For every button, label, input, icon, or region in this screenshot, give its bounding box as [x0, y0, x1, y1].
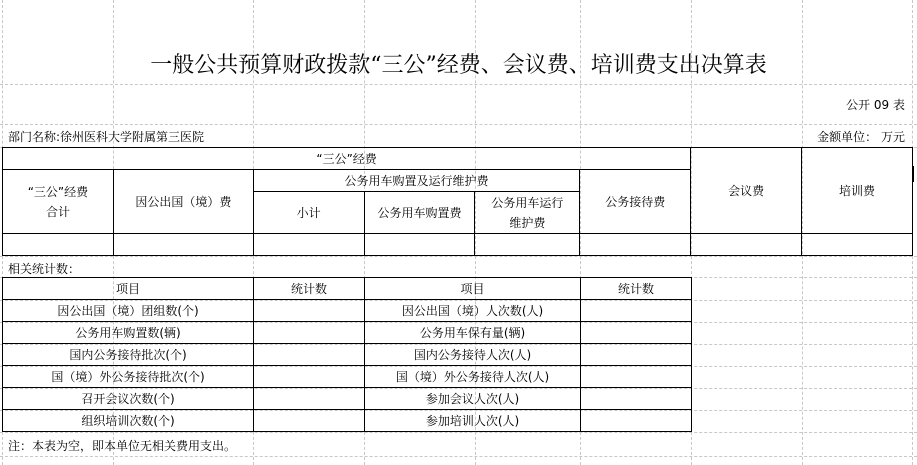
amount-unit: 金额单位： 万元	[817, 130, 905, 144]
stats-table	[2, 277, 692, 432]
stats-value[interactable]	[254, 322, 365, 344]
vehicle-group-header: 公务用车购置及运行维护费	[253, 170, 580, 192]
table-row	[3, 388, 692, 410]
data-cell[interactable]	[253, 234, 364, 256]
stats-value[interactable]	[254, 300, 365, 322]
data-cell[interactable]	[475, 234, 580, 256]
stats-value[interactable]	[254, 366, 365, 388]
table-row	[3, 410, 692, 432]
form-number: 公开 09 表	[846, 98, 905, 112]
expenditure-table	[2, 147, 913, 256]
text-cursor	[912, 166, 914, 182]
vehicle-subtotal-header: 小计	[253, 192, 364, 234]
stats-item: 因公出国（境）人次数(人)	[365, 300, 581, 322]
table-row	[3, 366, 692, 388]
data-cell[interactable]	[364, 234, 475, 256]
table-row	[3, 344, 692, 366]
stats-value[interactable]	[581, 410, 692, 432]
three-public-total-header: “三公”经费 合计	[3, 170, 114, 234]
stats-header-count: 统计数	[254, 278, 365, 300]
stats-item: 参加培训人次(人)	[365, 410, 581, 432]
vehicle-purchase-header: 公务用车购置费	[364, 192, 475, 234]
stats-header-item: 项目	[365, 278, 581, 300]
stats-header-count: 统计数	[581, 278, 692, 300]
stats-item: 国（境）外公务接待人次(人)	[365, 366, 581, 388]
meeting-fee-header: 会议费	[691, 148, 802, 234]
data-cell[interactable]	[580, 234, 691, 256]
three-public-header: “三公”经费	[3, 148, 691, 170]
stats-value[interactable]	[254, 410, 365, 432]
stats-item: 公务用车保有量(辆)	[365, 322, 581, 344]
data-cell[interactable]	[113, 234, 253, 256]
stats-value[interactable]	[581, 300, 692, 322]
stats-item: 因公出国（境）团组数(个)	[3, 300, 254, 322]
stats-item: 组织培训次数(个)	[3, 410, 254, 432]
table-row	[3, 322, 692, 344]
stats-value[interactable]	[581, 344, 692, 366]
abroad-fee-header: 因公出国（境）费	[113, 170, 253, 234]
stats-value[interactable]	[581, 366, 692, 388]
stats-value[interactable]	[581, 322, 692, 344]
training-fee-header: 培训费	[802, 148, 913, 234]
stats-item: 召开会议次数(个)	[3, 388, 254, 410]
table-row	[3, 300, 692, 322]
stats-item: 公务用车购置数(辆)	[3, 322, 254, 344]
stats-value[interactable]	[254, 344, 365, 366]
data-cell[interactable]	[3, 234, 114, 256]
stats-item: 国（境）外公务接待批次(个)	[3, 366, 254, 388]
vehicle-operation-header: 公务用车运行 维护费	[475, 192, 580, 234]
stats-value[interactable]	[581, 388, 692, 410]
stats-header-item: 项目	[3, 278, 254, 300]
stats-item: 国内公务接待批次(个)	[3, 344, 254, 366]
data-cell[interactable]	[691, 234, 802, 256]
footnote: 注：本表为空，即本单位无相关费用支出。	[8, 439, 237, 453]
department-name: 部门名称:徐州医科大学附属第三医院	[8, 130, 205, 144]
stats-item: 国内公务接待人次(人)	[365, 344, 581, 366]
report-title: 一般公共预算财政拨款“三公”经费、会议费、培训费支出决算表	[150, 53, 767, 78]
reception-fee-header: 公务接待费	[580, 170, 691, 234]
stats-label: 相关统计数：	[8, 262, 81, 276]
stats-item: 参加会议人次(人)	[365, 388, 581, 410]
data-cell[interactable]	[802, 234, 913, 256]
stats-value[interactable]	[254, 388, 365, 410]
